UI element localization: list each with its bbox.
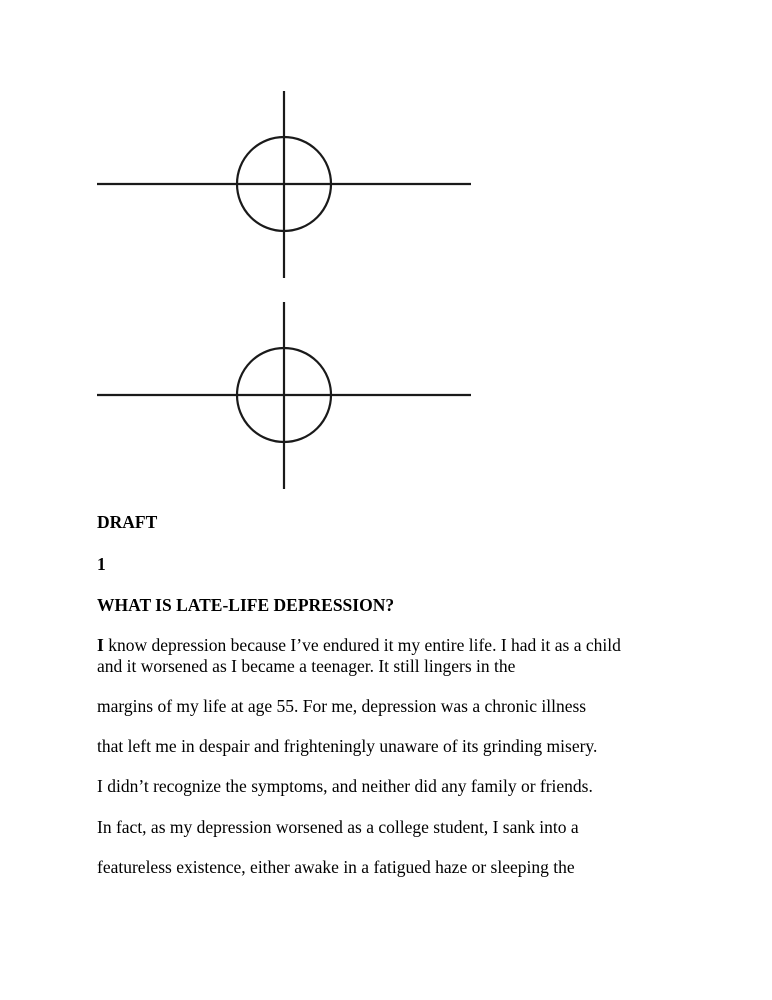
crop-mark-top bbox=[97, 91, 471, 278]
chapter-number: 1 bbox=[97, 554, 106, 574]
chapter-title: WHAT IS LATE-LIFE DEPRESSION? bbox=[97, 595, 395, 615]
draft-label: DRAFT bbox=[97, 512, 158, 532]
body-line-5: I didn’t recognize the symptoms, and neither did any family or friends. bbox=[97, 776, 593, 796]
drop-initial: I bbox=[97, 635, 104, 655]
body-line-7: featureless existence, either awake in a fatigued haze or sleeping the bbox=[97, 857, 575, 877]
body-line-3: margins of my life at age 55. For me, depression was a chronic illness bbox=[97, 696, 587, 716]
body-line-1-text: know depression because I’ve endured it my entire life. I had it as a child bbox=[103, 635, 621, 655]
body-line-6: In fact, as my depression worsened as a college student, I sank into a bbox=[97, 817, 579, 837]
crop-mark-bottom bbox=[97, 302, 471, 489]
body-line-2: and it worsened as I became a teenager. It still lingers in the bbox=[97, 656, 516, 676]
body-line-1 bbox=[97, 635, 621, 655]
body-line-4: that left me in despair and frighteningly unaware of its grinding misery. bbox=[97, 736, 598, 756]
